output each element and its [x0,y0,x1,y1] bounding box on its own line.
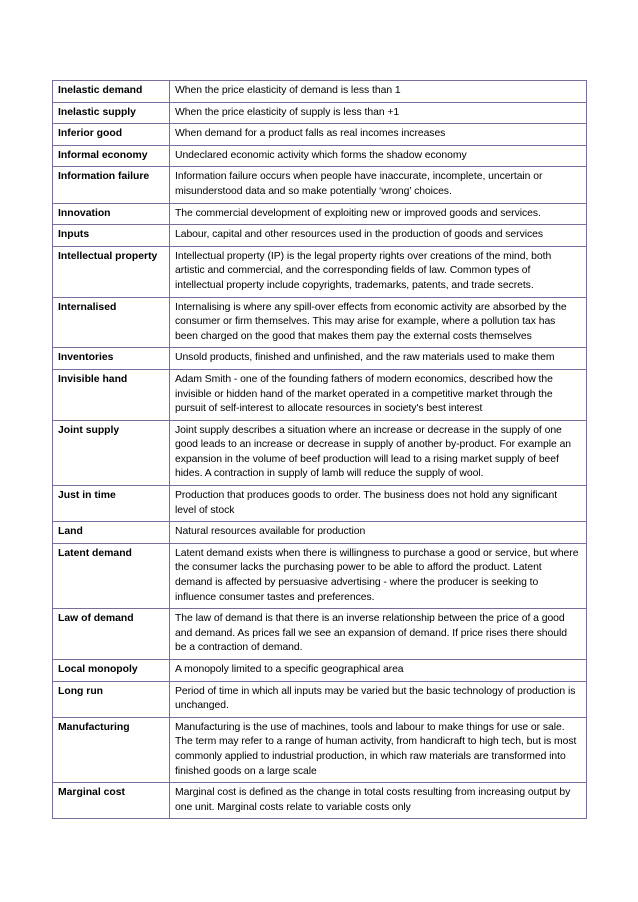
term-cell: Inventories [53,348,170,370]
definition-cell: Labour, capital and other resources used in the production of goods and services [170,225,587,247]
definition-cell: Production that produces goods to order. The business does not hold any significant level of stock [170,486,587,522]
glossary-table [52,80,587,819]
table-row [53,717,587,782]
definition-cell: Adam Smith - one of the founding fathers of modern economics, described how the invisible or hidden hand of the market operated in a competitive market through the pursuit of self-interest to allocate resources in society's best interest [170,369,587,420]
table-row [53,681,587,717]
definition-cell: When the price elasticity of supply is less than +1 [170,102,587,124]
term-cell: Manufacturing [53,717,170,782]
table-row [53,609,587,660]
table-row [53,522,587,544]
term-cell: Internalised [53,297,170,348]
term-cell: Inelastic demand [53,81,170,103]
table-row [53,783,587,819]
term-cell: Just in time [53,486,170,522]
definition-cell: Period of time in which all inputs may be varied but the basic technology of production is unchanged. [170,681,587,717]
table-row [53,486,587,522]
definition-cell: When the price elasticity of demand is less than 1 [170,81,587,103]
table-row [53,145,587,167]
definition-cell: Natural resources available for production [170,522,587,544]
table-row [53,543,587,608]
term-cell: Marginal cost [53,783,170,819]
definition-cell: Latent demand exists when there is willingness to purchase a good or service, but where the consumer lacks the purchasing power to be able to afford the product. Latent demand is affected by persuasive advertising - where the producer is seeking to influence consumer tastes and preferences. [170,543,587,608]
definition-cell: Undeclared economic activity which forms the shadow economy [170,145,587,167]
table-row [53,102,587,124]
term-cell: Inputs [53,225,170,247]
term-cell: Innovation [53,203,170,225]
term-cell: Intellectual property [53,246,170,297]
definition-cell: Information failure occurs when people have inaccurate, incomplete, uncertain or misunderstood data and so make potentially ‘wrong’ choices. [170,167,587,203]
definition-cell: The commercial development of exploiting new or improved goods and services. [170,203,587,225]
term-cell: Law of demand [53,609,170,660]
definition-cell: Internalising is where any spill-over effects from economic activity are absorbed by the consumer or firm themselves. This may arise for example, where a pollution tax has been charged on the good that makes them pay the external costs themselves [170,297,587,348]
table-row [53,167,587,203]
term-cell: Inelastic supply [53,102,170,124]
term-cell: Local monopoly [53,660,170,682]
table-row [53,348,587,370]
term-cell: Informal economy [53,145,170,167]
term-cell: Land [53,522,170,544]
definition-cell: Intellectual property (IP) is the legal property rights over creations of the mind, both artistic and commercial, and the corresponding fields of law. Common types of intellectual property include copyrights, trademarks, patents, and trade secrets. [170,246,587,297]
table-row [53,124,587,146]
table-row [53,81,587,103]
table-row [53,369,587,420]
definition-cell: Unsold products, finished and unfinished, and the raw materials used to make them [170,348,587,370]
definition-cell: Joint supply describes a situation where an increase or decrease in the supply of one good leads to an increase or decrease in supply of another by-product. For example an expansion in the volume of beef production will lead to a rising market supply of beef hides. A contraction in supply of lamb will reduce the supply of wool. [170,420,587,485]
table-row [53,246,587,297]
definition-cell: Manufacturing is the use of machines, tools and labour to make things for use or sale. The term may refer to a range of human activity, from handicraft to high tech, but is most commonly applied to industrial production, in which raw materials are transformed into finished goods on a large scale [170,717,587,782]
term-cell: Latent demand [53,543,170,608]
term-cell: Inferior good [53,124,170,146]
table-row [53,660,587,682]
table-row [53,297,587,348]
definition-cell: A monopoly limited to a specific geographical area [170,660,587,682]
term-cell: Information failure [53,167,170,203]
term-cell: Joint supply [53,420,170,485]
term-cell: Invisible hand [53,369,170,420]
term-cell: Long run [53,681,170,717]
glossary-page [52,80,586,819]
table-row [53,203,587,225]
table-row [53,225,587,247]
table-row [53,420,587,485]
definition-cell: The law of demand is that there is an inverse relationship between the price of a good and demand. As prices fall we see an expansion of demand. If price rises there should be a contraction of demand. [170,609,587,660]
definition-cell: When demand for a product falls as real incomes increases [170,124,587,146]
definition-cell: Marginal cost is defined as the change in total costs resulting from increasing output by one unit. Marginal costs relate to variable costs only [170,783,587,819]
